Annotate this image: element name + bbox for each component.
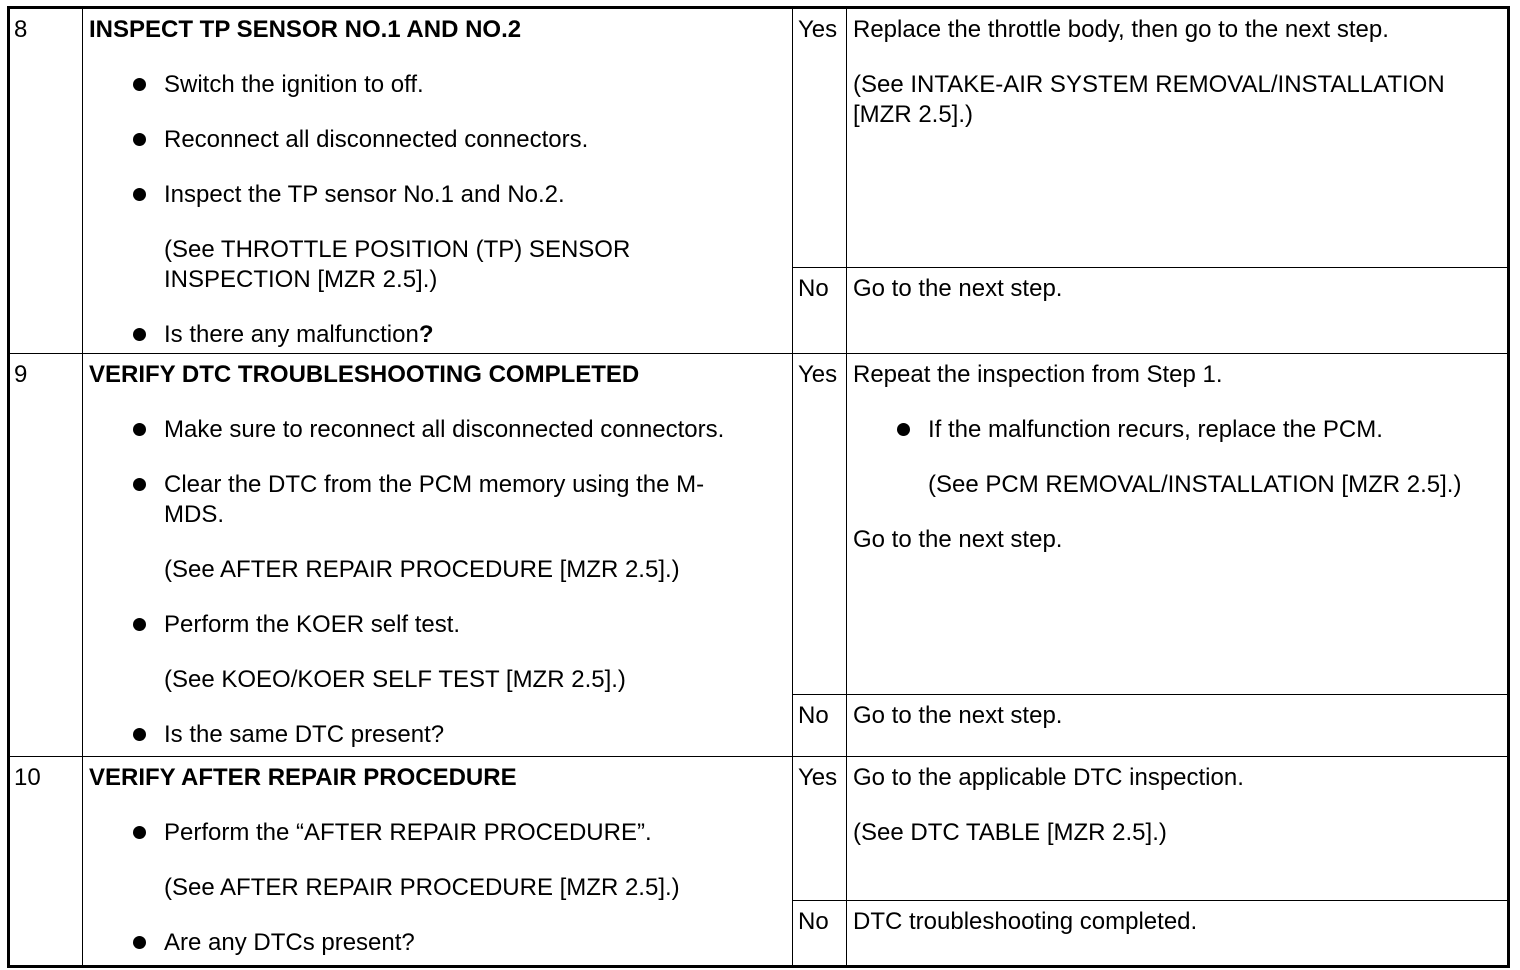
step-number-cell xyxy=(9,354,83,757)
list-item: Is the same DTC present? xyxy=(89,720,786,750)
bullet-icon xyxy=(133,133,146,146)
yes-label-cell xyxy=(793,8,847,268)
yes-label-cell xyxy=(793,354,847,695)
no-label-cell xyxy=(793,901,847,967)
step-number: 8 xyxy=(14,16,28,43)
yes-label: Yes xyxy=(798,764,838,791)
bullet-icon xyxy=(133,728,146,741)
yes-label-cell xyxy=(793,757,847,901)
step-number-cell xyxy=(9,757,83,967)
reference-text: (See INTAKE-AIR SYSTEM REMOVAL/INSTALLATION [MZR 2.5].) xyxy=(853,71,1445,128)
table-row-step-9 xyxy=(9,354,1509,695)
list-item: Are any DTCs present? xyxy=(89,928,786,958)
list-item: Perform the KOER self test. xyxy=(89,610,786,640)
step-number: 9 xyxy=(14,361,28,388)
action-text: Repeat the inspection from Step 1. xyxy=(853,361,1223,388)
bullet-icon xyxy=(133,328,146,341)
reference-text: (See THROTTLE POSITION (TP) SENSOR INSPECTION [MZR 2.5].) xyxy=(164,236,631,293)
yes-action-cell xyxy=(847,8,1509,268)
bullet-icon xyxy=(133,618,146,631)
bullet-icon xyxy=(133,78,146,91)
list-item: Inspect the TP sensor No.1 and No.2. xyxy=(89,180,786,210)
step-title: VERIFY DTC TROUBLESHOOTING COMPLETED xyxy=(89,361,640,388)
bullet-icon xyxy=(133,936,146,949)
bullet-icon xyxy=(897,423,910,436)
no-label: No xyxy=(798,908,829,935)
step-number-cell xyxy=(9,8,83,354)
inspection-cell xyxy=(83,354,793,757)
no-label-cell xyxy=(793,268,847,354)
action-text: Go to the next step. xyxy=(853,526,1063,553)
yes-label: Yes xyxy=(798,361,838,388)
bullet-icon xyxy=(133,478,146,491)
no-label: No xyxy=(798,275,829,302)
yes-action-cell xyxy=(847,757,1509,901)
step-title: INSPECT TP SENSOR NO.1 AND NO.2 xyxy=(89,16,522,43)
list-item: Perform the “AFTER REPAIR PROCEDURE”. xyxy=(89,818,786,848)
inspection-cell xyxy=(83,8,793,354)
list-item: Make sure to reconnect all disconnected connectors. xyxy=(89,415,786,445)
list-item: Is there any malfunction? xyxy=(89,320,786,350)
list-item: Switch the ignition to off. xyxy=(89,70,786,100)
yes-action-cell xyxy=(847,354,1509,695)
list-item: Reconnect all disconnected connectors. xyxy=(89,125,786,155)
no-label: No xyxy=(798,702,829,729)
no-action-cell xyxy=(847,695,1509,757)
no-action-cell xyxy=(847,268,1509,354)
action-text: Go to the next step. xyxy=(853,702,1063,729)
no-label-cell xyxy=(793,695,847,757)
list-item: If the malfunction recurs, replace the PCM. xyxy=(853,415,1499,445)
table-row-step-8 xyxy=(9,8,1509,268)
action-text: Go to the applicable DTC inspection. xyxy=(853,764,1244,791)
step-title: VERIFY AFTER REPAIR PROCEDURE xyxy=(89,764,517,791)
inspection-cell xyxy=(83,757,793,967)
action-text: Replace the throttle body, then go to the next step. xyxy=(853,16,1389,43)
no-action-cell xyxy=(847,901,1509,967)
action-text: Go to the next step. xyxy=(853,275,1063,302)
reference-text: (See AFTER REPAIR PROCEDURE [MZR 2.5].) xyxy=(164,874,680,901)
reference-text: (See AFTER REPAIR PROCEDURE [MZR 2.5].) xyxy=(164,556,680,583)
yes-label: Yes xyxy=(798,16,838,43)
reference-text: (See DTC TABLE [MZR 2.5].) xyxy=(853,819,1167,846)
reference-text: (See KOEO/KOER SELF TEST [MZR 2.5].) xyxy=(164,666,626,693)
bullet-icon xyxy=(133,826,146,839)
action-text: DTC troubleshooting completed. xyxy=(853,908,1198,935)
bullet-icon xyxy=(133,423,146,436)
list-item: Clear the DTC from the PCM memory using the M-MDS. xyxy=(89,470,786,530)
reference-text: (See PCM REMOVAL/INSTALLATION [MZR 2.5].) xyxy=(928,471,1462,498)
table-row-step-10 xyxy=(9,757,1509,901)
diagnostic-procedure-table xyxy=(7,6,1510,968)
bullet-icon xyxy=(133,188,146,201)
step-number: 10 xyxy=(14,764,41,791)
